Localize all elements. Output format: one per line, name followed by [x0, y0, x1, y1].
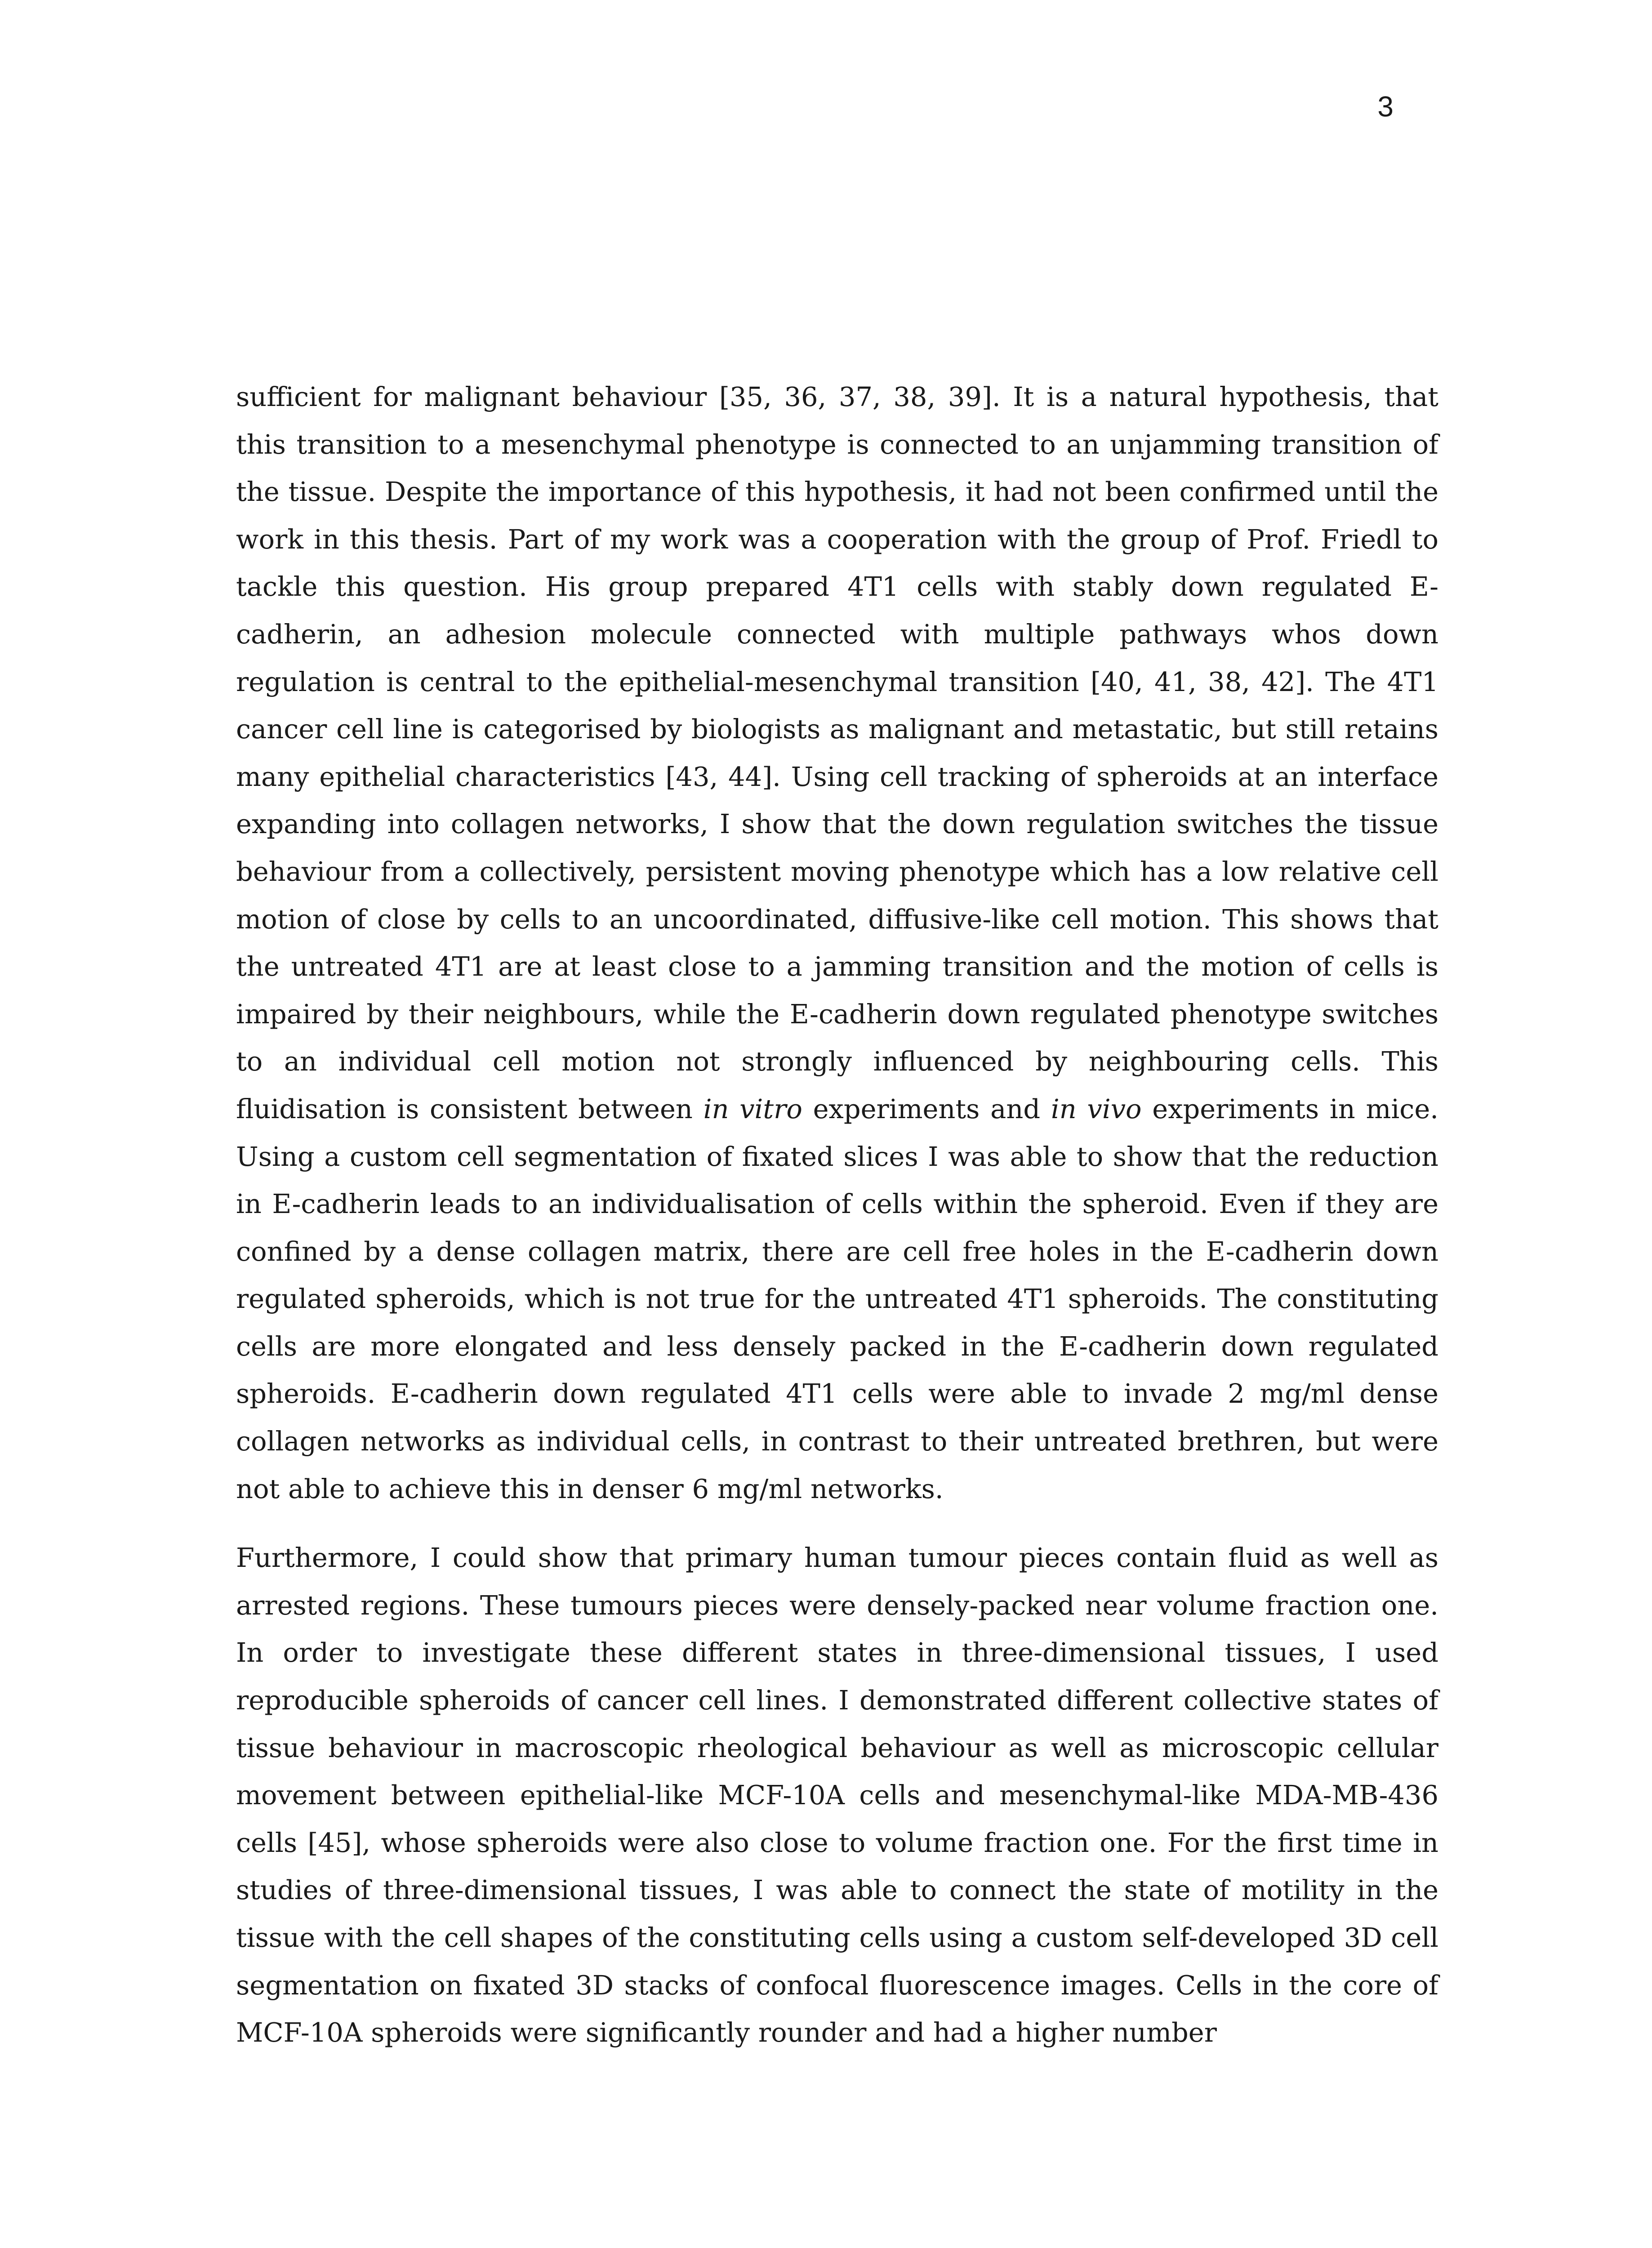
paragraph-2: [236, 1534, 1438, 2056]
paragraph-1-text: experiments and: [802, 1093, 1051, 1124]
paragraph-1-text: sufficient for malignant behaviour [35, 36, 37, 38, 39]. It is a natural hypothesis, that this transition to a mesenchymal phenotype is connected to an unjamming transition of the tissue. Despite the importance of this hypothesis, it had not been confirmed until the work in this thesis. Part of my work was a cooperation with the group of Prof. Friedl to tackle this question. His group prepared 4T1 cells with stably down regulated E-cadherin, an adhesion molecule connected with multiple pathways whos down regulation is central to the epithelial-mesenchymal transition [40, 41, 38, 42]. The 4T1 cancer cell line is categorised by biologists as malignant and metastatic, but still retains many epithelial characteristics [43, 44]. Using cell tracking of spheroids at an interface expanding into collagen networks, I show that the down regulation switches the tissue behaviour from a collectively, persistent moving phenotype which has a low relative cell motion of close by cells to an uncoordinated, diffusive-like cell motion. This shows that the untreated 4T1 are at least close to a jamming transition and the motion of cells is impaired by their neighbours, while the E-cadherin down regulated phenotype switches to an individual cell motion not strongly influenced by neighbouring cells. This fluidisation is consistent between: [236, 381, 1438, 1124]
paragraph-1: [236, 373, 1438, 1512]
page-number: 3: [1377, 90, 1394, 123]
paragraph-2-text: Furthermore, I could show that primary human tumour pieces contain fluid as well as arrested regions. These tumours pieces were densely-packed near volume fraction one. In order to investigate these different states in three-dimensional tissues, I used reproducible spheroids of cancer cell lines. I demonstrated different collective states of tissue behaviour in macroscopic rheological behaviour as well as microscopic cellular movement between epithelial-like MCF-10A cells and mesenchymal-like MDA-MB-436 cells [45], whose spheroids were also close to volume fraction one. For the first time in studies of three-dimensional tissues, I was able to connect the state of motility in the tissue with the cell shapes of the constituting cells using a custom self-developed 3D cell segmentation on fixated 3D stacks of confocal fluorescence images. Cells in the core of MCF-10A spheroids were significantly rounder and had a higher number: [236, 1542, 1438, 2048]
italic-phrase-in-vivo: in vivo: [1051, 1093, 1142, 1124]
italic-phrase-in-vitro: in vitro: [703, 1093, 802, 1124]
body-text: [236, 373, 1438, 2056]
paragraph-1-text: experiments in mice. Using a custom cell segmentation of fixated slices I was able to show that the reduction in E-cadherin leads to an individualisation of cells within the spheroid. Even if they are confined by a dense collagen matrix, there are cell free holes in the E-cadherin down regulated spheroids, which is not true for the untreated 4T1 spheroids. The constituting cells are more elongated and less densely packed in the E-cadherin down regulated spheroids. E-cadherin down regulated 4T1 cells were able to invade 2 mg/ml dense collagen networks as individual cells, in contrast to their untreated brethren, but were not able to achieve this in denser 6 mg/ml networks.: [236, 1093, 1438, 1504]
